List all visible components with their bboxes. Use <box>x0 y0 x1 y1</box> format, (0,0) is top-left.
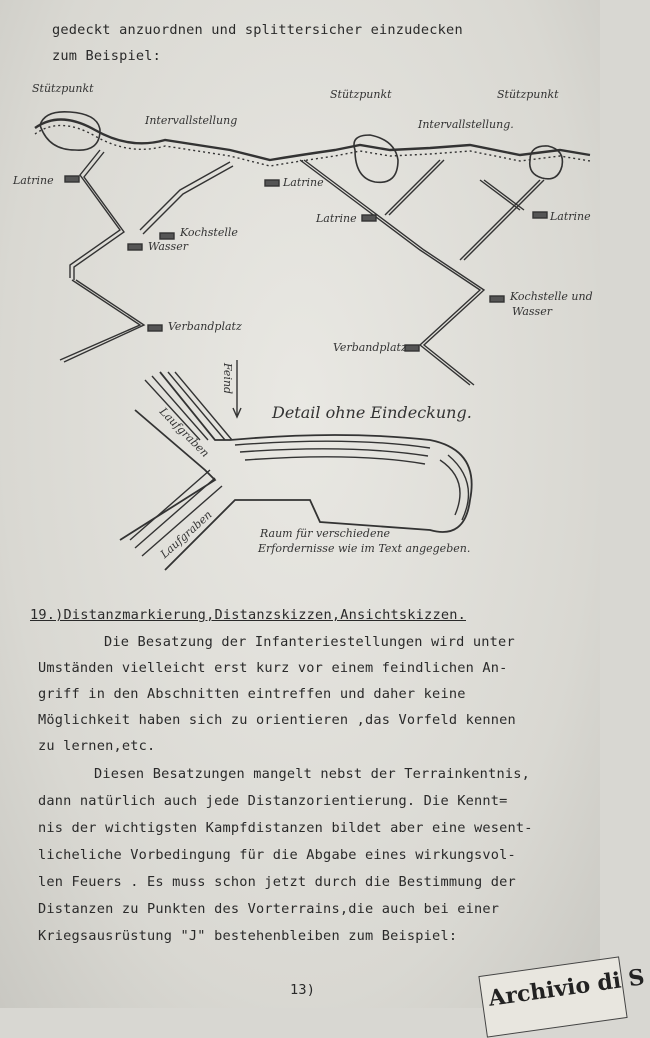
text-line: Die Besatzung der Infanteriestellungen wird unter <box>104 634 515 650</box>
section-heading: 19.)Distanzmarkierung,Distanzskizzen,Ansichtskizzen. <box>30 607 466 623</box>
label-intervallstellung: Intervallstellung <box>145 114 238 127</box>
text-line: Distanzen zu Punkten des Vorterrains,die auch bei einer <box>38 901 500 917</box>
text-line: dann natürlich auch jede Distanzorientierung. Die Kennt= <box>38 793 508 809</box>
label-raum: Erfordernisse wie im Text angegeben. <box>258 542 471 555</box>
text-line: nis der wichtigsten Kampfdistanzen bildet aber eine wesent- <box>38 820 533 836</box>
text-line: Kriegsausrüstung "J" bestehenbleiben zum Beispiel: <box>38 928 458 944</box>
label-latrine: Latrine <box>316 212 357 225</box>
label-stuetzpunkt: Stützpunkt <box>32 82 94 95</box>
label-latrine: Latrine <box>13 174 54 187</box>
text-line: Diesen Besatzungen mangelt nebst der Terrainkentnis, <box>94 766 530 782</box>
label-verbandplatz: Verbandplatz <box>168 320 242 333</box>
label-verbandplatz: Verbandplatz <box>333 341 407 354</box>
label-latrine: Latrine <box>283 176 324 189</box>
page-number: 13) <box>290 982 316 998</box>
label-kochstelle: Kochstelle und <box>510 290 593 303</box>
label-wasser: Wasser <box>148 240 188 253</box>
text-line: len Feuers . Es muss schon jetzt durch die Bestimmung der <box>38 874 516 890</box>
text-line: Möglichkeit haben sich zu orientieren ,das Vorfeld kennen <box>38 712 516 728</box>
label-latrine: Latrine <box>550 210 591 223</box>
text-line: gedeckt anzuordnen und splittersicher einzudecken <box>52 22 463 38</box>
text-line: licheliche Vorbedingung für die Abgabe eines wirkungsvol- <box>38 847 516 863</box>
label-raum: Raum für verschiedene <box>260 527 391 540</box>
label-intervallstellung: Intervallstellung. <box>418 118 514 131</box>
label-kochstelle: Kochstelle <box>180 226 238 239</box>
text-line: Umständen vielleicht erst kurz vor einem feindlichen An- <box>38 660 508 676</box>
label-detail: Detail ohne Eindeckung. <box>272 403 472 422</box>
label-feind: Feind <box>221 362 235 395</box>
stamp-text: Archivio di S <box>486 964 647 1012</box>
label-laufgraben: Laufgraben <box>156 405 212 460</box>
label-laufgraben: Laufgraben <box>157 508 215 561</box>
label-stuetzpunkt: Stützpunkt <box>497 88 559 101</box>
label-stuetzpunkt: Stützpunkt <box>330 88 392 101</box>
text-line: griff in den Abschnitten eintreffen und daher keine <box>38 686 466 702</box>
text-line: zu lernen,etc. <box>38 738 156 754</box>
label-wasser: Wasser <box>512 305 552 318</box>
text-line: zum Beispiel: <box>52 48 161 64</box>
